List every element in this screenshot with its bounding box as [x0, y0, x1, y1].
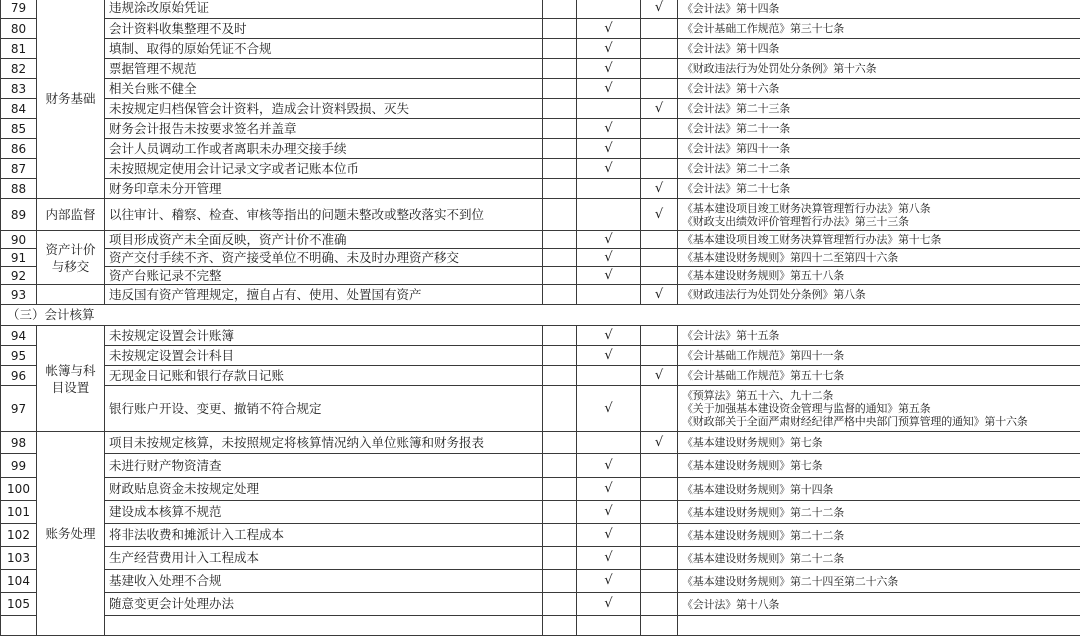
table-row: [1, 501, 1080, 524]
legal-basis: [678, 59, 1080, 79]
legal-basis: [678, 39, 1080, 59]
check-mark-a: √: [577, 249, 641, 267]
legal-basis: [678, 593, 1080, 616]
row-number: 97: [1, 386, 37, 432]
issue-description: 以往审计、稽察、检查、审核等指出的问题未整改或整改落实不到位: [105, 199, 543, 231]
check-mark-b: √: [641, 0, 678, 19]
row-number: 102: [1, 524, 37, 547]
row-number: 105: [1, 593, 37, 616]
blank-cell: [543, 79, 577, 99]
legal-basis: [678, 19, 1080, 39]
check-mark-b: [641, 249, 678, 267]
row-number: 80: [1, 19, 37, 39]
table-row: [1, 59, 1080, 79]
table-row: [1, 524, 1080, 547]
legal-basis-line: 《基本建设财务规则》第七条: [682, 436, 1078, 449]
blank-cell: [543, 432, 577, 454]
check-mark-b: √: [641, 285, 678, 305]
check-mark-a: [577, 199, 641, 231]
legal-basis: [678, 249, 1080, 267]
issue-description: 违反国有资产管理规定，擅自占有、使用、处置国有资产: [105, 285, 543, 305]
legal-basis-line: 《财政部关于全面严肃财经纪律严格中央部门预算管理的通知》第十六条: [682, 415, 1078, 428]
legal-basis-line: 《会计法》第十五条: [682, 329, 1078, 342]
check-mark-a: [577, 179, 641, 199]
check-mark-a: √: [577, 39, 641, 59]
row-number: 96: [1, 366, 37, 386]
blank-cell: [543, 616, 577, 636]
row-number: 95: [1, 346, 37, 366]
legal-basis: [678, 454, 1080, 478]
row-number: [1, 616, 37, 636]
row-number: 101: [1, 501, 37, 524]
legal-basis: [678, 99, 1080, 119]
table-row: [1, 432, 1080, 454]
check-mark-a: √: [577, 346, 641, 366]
check-mark-a: √: [577, 570, 641, 593]
row-number: 81: [1, 39, 37, 59]
table-row: [1, 386, 1080, 432]
blank-cell: [543, 285, 577, 305]
blank-cell: [543, 593, 577, 616]
legal-basis-line: 《基本建设项目竣工财务决算管理暂行办法》第八条: [682, 202, 1078, 215]
check-mark-b: [641, 59, 678, 79]
legal-basis-line: 《会计法》第十四条: [682, 2, 1078, 15]
legal-basis-line: 《基本建设财务规则》第二十二条: [682, 529, 1078, 542]
blank-cell: [543, 524, 577, 547]
blank-cell: [543, 570, 577, 593]
category-label: 财务基础: [37, 0, 105, 199]
blank-cell: [543, 0, 577, 19]
row-number: 94: [1, 326, 37, 346]
legal-basis-line: 《预算法》第五十六、九十二条: [682, 389, 1078, 402]
row-number: 83: [1, 79, 37, 99]
row-number: 86: [1, 139, 37, 159]
category-label: 资产计价与移交: [37, 231, 105, 285]
issue-description: 将非法收费和摊派计入工程成本: [105, 524, 543, 547]
check-mark-a: √: [577, 454, 641, 478]
blank-cell: [543, 139, 577, 159]
section-heading: （三）会计核算: [1, 305, 1080, 326]
issue-description: 违规涂改原始凭证: [105, 0, 543, 19]
check-mark-b: [641, 79, 678, 99]
row-number: 87: [1, 159, 37, 179]
legal-basis-line: 《会计法》第四十一条: [682, 142, 1078, 155]
check-mark-a: √: [577, 326, 641, 346]
check-mark-a: [577, 616, 641, 636]
row-number: 89: [1, 199, 37, 231]
check-mark-b: [641, 159, 678, 179]
check-mark-a: √: [577, 79, 641, 99]
legal-basis-line: 《关于加强基本建设资金管理与监督的通知》第五条: [682, 402, 1078, 415]
legal-basis: [678, 267, 1080, 285]
check-mark-a: [577, 285, 641, 305]
check-mark-b: [641, 267, 678, 285]
row-number: 79: [1, 0, 37, 19]
legal-basis: [678, 285, 1080, 305]
check-mark-b: [641, 501, 678, 524]
table-row: [1, 267, 1080, 285]
table-row: [1, 231, 1080, 249]
table-row: [1, 159, 1080, 179]
row-number: 92: [1, 267, 37, 285]
blank-cell: [543, 159, 577, 179]
legal-basis-line: 《会计法》第十四条: [682, 42, 1078, 55]
legal-basis-line: 《基本建设项目竣工财务决算管理暂行办法》第十七条: [682, 233, 1078, 246]
table-row: [1, 249, 1080, 267]
blank-cell: [543, 326, 577, 346]
issue-description: 会计资料收集整理不及时: [105, 19, 543, 39]
check-mark-b: [641, 346, 678, 366]
check-mark-a: [577, 366, 641, 386]
legal-basis: [678, 524, 1080, 547]
issue-description: 资产交付手续不齐、资产接受单位不明确、未及时办理资产移交: [105, 249, 543, 267]
check-mark-b: [641, 119, 678, 139]
blank-cell: [543, 39, 577, 59]
legal-basis: [678, 432, 1080, 454]
issue-description: 随意变更会计处理办法: [105, 593, 543, 616]
legal-basis: [678, 366, 1080, 386]
legal-basis: [678, 199, 1080, 231]
blank-cell: [543, 346, 577, 366]
row-number: 82: [1, 59, 37, 79]
issue-description: 财务印章未分开管理: [105, 179, 543, 199]
legal-basis-line: 《会计法》第十八条: [682, 598, 1078, 611]
legal-basis: [678, 570, 1080, 593]
check-mark-b: [641, 139, 678, 159]
table-row: [1, 593, 1080, 616]
check-mark-b: [641, 454, 678, 478]
blank-cell: [543, 386, 577, 432]
issue-description: 基建收入处理不合规: [105, 570, 543, 593]
check-mark-b: [641, 616, 678, 636]
check-mark-a: [577, 0, 641, 19]
issue-description: 未按规定归档保管会计资料，造成会计资料毁损、灭失: [105, 99, 543, 119]
legal-basis-line: 《会计基础工作规范》第三十七条: [682, 22, 1078, 35]
issue-description: 无现金日记账和银行存款日记账: [105, 366, 543, 386]
legal-basis: [678, 346, 1080, 366]
table-row: [1, 346, 1080, 366]
issue-description: 未按照规定使用会计记录文字或者记账本位币: [105, 159, 543, 179]
legal-basis: [678, 0, 1080, 19]
legal-basis-line: 《会计法》第二十一条: [682, 122, 1078, 135]
blank-cell: [543, 366, 577, 386]
legal-basis: [678, 139, 1080, 159]
check-mark-a: √: [577, 501, 641, 524]
legal-basis-line: 《会计基础工作规范》第五十七条: [682, 369, 1078, 382]
check-mark-a: √: [577, 119, 641, 139]
table-row: [1, 616, 1080, 636]
blank-cell: [543, 59, 577, 79]
issue-description: 未进行财产物资清查: [105, 454, 543, 478]
table-row: [1, 99, 1080, 119]
table-row: [1, 366, 1080, 386]
legal-basis-line: 《基本建设财务规则》第二十四至第二十六条: [682, 575, 1078, 588]
legal-basis: [678, 119, 1080, 139]
check-mark-a: √: [577, 547, 641, 570]
issue-description: 会计人员调动工作或者离职未办理交接手续: [105, 139, 543, 159]
blank-cell: [543, 179, 577, 199]
blank-cell: [543, 547, 577, 570]
section-heading-row: [1, 305, 1080, 326]
row-number: 99: [1, 454, 37, 478]
check-mark-b: √: [641, 199, 678, 231]
blank-cell: [543, 99, 577, 119]
table-row: [1, 454, 1080, 478]
legal-basis: [678, 478, 1080, 501]
check-mark-a: √: [577, 19, 641, 39]
issue-description: 项目形成资产未全面反映，资产计价不准确: [105, 231, 543, 249]
check-mark-b: [641, 39, 678, 59]
table-row: [1, 79, 1080, 99]
check-mark-a: √: [577, 267, 641, 285]
issue-description: 生产经营费用计入工程成本: [105, 547, 543, 570]
legal-basis: [678, 179, 1080, 199]
check-mark-b: [641, 326, 678, 346]
issue-description: 建设成本核算不规范: [105, 501, 543, 524]
check-mark-a: [577, 99, 641, 119]
blank-cell: [543, 231, 577, 249]
table-row: [1, 199, 1080, 231]
category-label: 帐簿与科目设置: [37, 326, 105, 432]
blank-cell: [543, 199, 577, 231]
legal-basis: [678, 79, 1080, 99]
legal-basis-line: 《会计法》第十六条: [682, 82, 1078, 95]
blank-cell: [543, 454, 577, 478]
legal-basis-line: 《基本建设财务规则》第二十二条: [682, 552, 1078, 565]
table-row: [1, 547, 1080, 570]
check-mark-b: [641, 478, 678, 501]
row-number: 88: [1, 179, 37, 199]
issue-description: 票据管理不规范: [105, 59, 543, 79]
row-number: 93: [1, 285, 37, 305]
check-mark-b: √: [641, 432, 678, 454]
table-row: [1, 326, 1080, 346]
legal-basis-line: 《基本建设财务规则》第五十八条: [682, 269, 1078, 282]
legal-basis-line: 《基本建设财务规则》第二十二条: [682, 506, 1078, 519]
table-row: [1, 179, 1080, 199]
check-mark-b: [641, 593, 678, 616]
check-mark-b: √: [641, 366, 678, 386]
legal-basis: [678, 231, 1080, 249]
legal-basis-line: 《会计基础工作规范》第四十一条: [682, 349, 1078, 362]
legal-basis-line: 《基本建设财务规则》第十四条: [682, 483, 1078, 496]
legal-basis-line: 《基本建设财务规则》第七条: [682, 459, 1078, 472]
table-row: [1, 139, 1080, 159]
check-mark-b: [641, 386, 678, 432]
blank-cell: [543, 501, 577, 524]
check-mark-a: √: [577, 139, 641, 159]
legal-basis: [678, 386, 1080, 432]
check-mark-a: √: [577, 159, 641, 179]
issue-description: 相关台账不健全: [105, 79, 543, 99]
check-mark-b: [641, 19, 678, 39]
check-mark-a: √: [577, 593, 641, 616]
check-mark-b: [641, 547, 678, 570]
legal-basis-line: 《基本建设财务规则》第四十二至第四十六条: [682, 251, 1078, 264]
category-label: [37, 285, 105, 305]
issue-description: 未按规定设置会计科目: [105, 346, 543, 366]
row-number: 84: [1, 99, 37, 119]
legal-basis: [678, 547, 1080, 570]
legal-basis: [678, 159, 1080, 179]
issue-description: 未按规定设置会计账簿: [105, 326, 543, 346]
issue-description: 财务会计报告未按要求签名并盖章: [105, 119, 543, 139]
issue-description: 填制、取得的原始凭证不合规: [105, 39, 543, 59]
legal-basis-line: 《财政违法行为处罚处分条例》第八条: [682, 288, 1078, 301]
issue-description: [105, 616, 543, 636]
legal-basis: [678, 501, 1080, 524]
table-row: [1, 478, 1080, 501]
category-label: 账务处理: [37, 432, 105, 636]
row-number: 104: [1, 570, 37, 593]
check-mark-b: [641, 231, 678, 249]
row-number: 103: [1, 547, 37, 570]
check-mark-b: √: [641, 179, 678, 199]
check-mark-a: √: [577, 231, 641, 249]
check-mark-a: √: [577, 524, 641, 547]
legal-basis: [678, 326, 1080, 346]
blank-cell: [543, 19, 577, 39]
table-row: [1, 39, 1080, 59]
check-mark-a: √: [577, 478, 641, 501]
row-number: 91: [1, 249, 37, 267]
check-mark-a: √: [577, 386, 641, 432]
blank-cell: [543, 478, 577, 501]
blank-cell: [543, 119, 577, 139]
check-mark-b: √: [641, 99, 678, 119]
legal-basis-line: 《财政支出绩效评价管理暂行办法》第三十三条: [682, 215, 1078, 228]
category-label: 内部监督: [37, 199, 105, 231]
legal-basis-line: 《会计法》第二十七条: [682, 182, 1078, 195]
issue-description: 财政贴息资金未按规定处理: [105, 478, 543, 501]
table-row: [1, 570, 1080, 593]
legal-basis-line: 《会计法》第二十三条: [682, 102, 1078, 115]
row-number: 85: [1, 119, 37, 139]
row-number: 90: [1, 231, 37, 249]
check-mark-a: √: [577, 59, 641, 79]
check-mark-a: [577, 432, 641, 454]
table-row: [1, 285, 1080, 305]
table-row: [1, 19, 1080, 39]
legal-basis-line: 《财政违法行为处罚处分条例》第十六条: [682, 62, 1078, 75]
check-mark-b: [641, 570, 678, 593]
table-row: [1, 0, 1080, 19]
legal-basis: [678, 616, 1080, 636]
issue-description: 银行账户开设、变更、撤销不符合规定: [105, 386, 543, 432]
blank-cell: [543, 267, 577, 285]
row-number: 100: [1, 478, 37, 501]
table-row: [1, 119, 1080, 139]
issue-description: 资产台账记录不完整: [105, 267, 543, 285]
row-number: 98: [1, 432, 37, 454]
legal-basis-line: 《会计法》第二十二条: [682, 162, 1078, 175]
issue-description: 项目未按规定核算，未按照规定将核算情况纳入单位账簿和财务报表: [105, 432, 543, 454]
check-mark-b: [641, 524, 678, 547]
blank-cell: [543, 249, 577, 267]
